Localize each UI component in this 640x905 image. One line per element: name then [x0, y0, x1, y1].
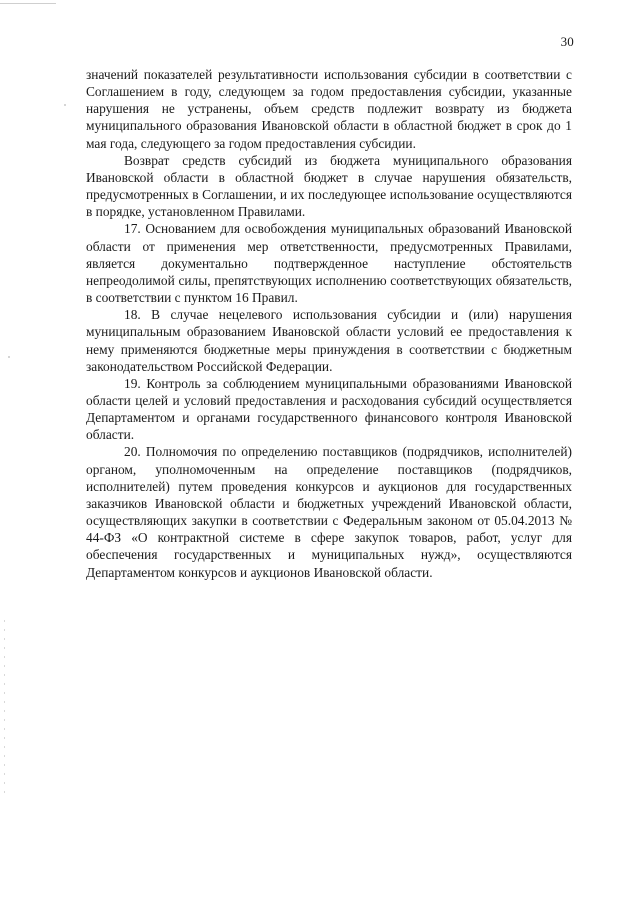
paragraph-clause-17: 17. Основанием для освобождения муниципальных образований Ивановской области от применения мер ответственности, предусмотренных Правилами, является документально подтвержденное наступление обстоятельств непреодолимой силы, препятствующих исполнению соответствующих обязательств, в соответствии с пунктом 16 Правил. — [86, 221, 572, 306]
scan-speck — [8, 356, 10, 358]
paragraph-clause-20: 20. Полномочия по определению поставщиков (подрядчиков, исполнителей) органом, уполномоченным на определение поставщиков (подрядчиков, исполнителей) путем проведения конкурсов и аукционов для государственных заказчиков Ивановской области и бюджетных учреждений Ивановской области, осуществляющих закупки в соответствии с Федеральным законом от 05.04.2013 № 44-ФЗ «О контрактной системе в сфере закупок товаров, работ, услуг для обеспечения государственных и муниципальных нужд», осуществляются Департаментом конкурсов и аукционов Ивановской области. — [86, 444, 572, 580]
document-body — [86, 66, 572, 581]
scan-speck — [64, 104, 66, 106]
page-number: 30 — [560, 34, 574, 49]
paragraph-clause-19: 19. Контроль за соблюдением муниципальными образованиями Ивановской области целей и условий предоставления и расходования субсидий осуществляется Департаментом и органами государственного финансового контроля Ивановской области. — [86, 375, 572, 443]
paragraph-subsidy-return: Возврат средств субсидий из бюджета муниципального образования Ивановской области в областной бюджет в случае нарушения обязательств, предусмотренных в Соглашении, и их последующее использование осуществляются в порядке, установленном Правилами. — [86, 152, 572, 220]
paragraph-clause-18: 18. В случае нецелевого использования субсидии и (или) нарушения муниципальным образованием Ивановской области условий ее предоставления к нему применяются бюджетные меры принуждения в соответствии с бюджетным законодательством Российской Федерации. — [86, 307, 572, 374]
scan-edge-line — [0, 3, 56, 4]
paragraph-continuation: значений показателей результативности использования субсидии в соответствии с Соглашением в году, следующем за годом предоставления субсидии, указанные нарушения не устранены, объем средств подлежит возврату из бюджета муниципального образования Ивановской области в областной бюджет в срок до 1 мая года, следующего за годом предоставления субсидии. — [86, 67, 572, 151]
scan-margin-artifact — [4, 620, 5, 800]
